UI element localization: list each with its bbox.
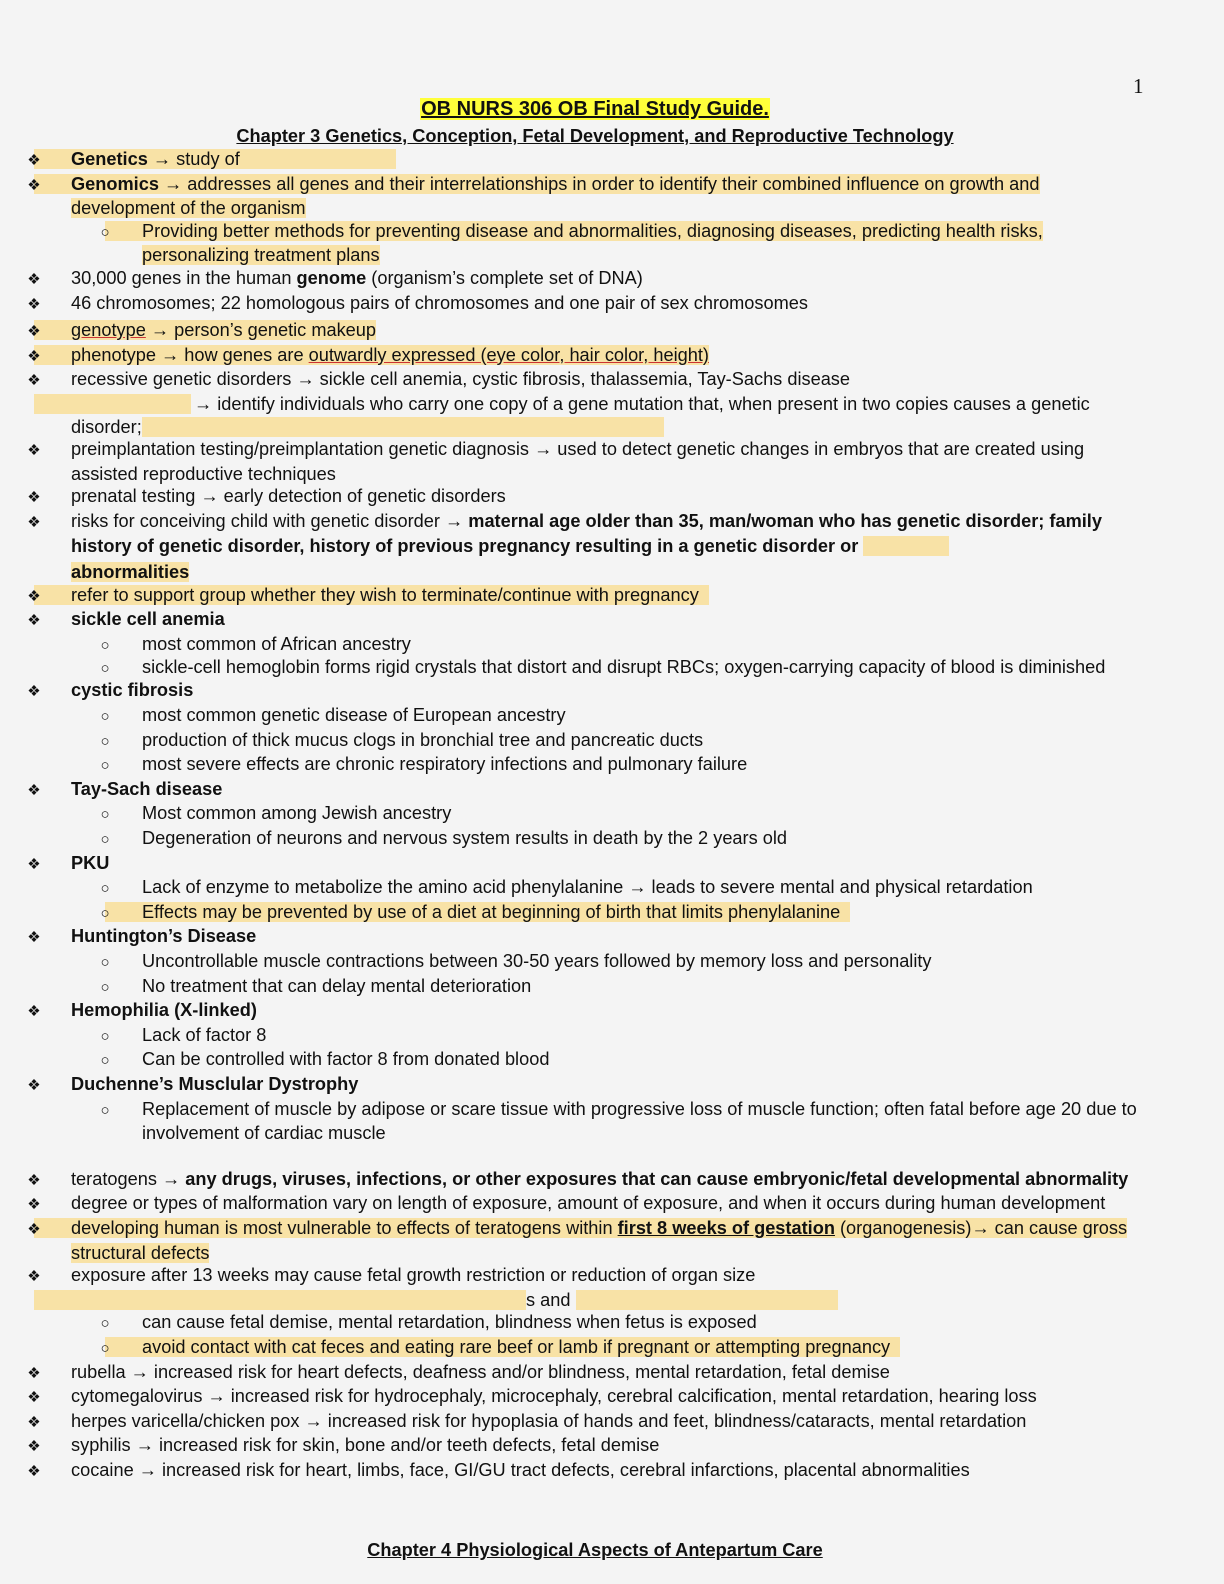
chapter-3-heading: Chapter 3 Genetics, Conception, Fetal Development, and Reproductive Technology: [236, 126, 954, 146]
list-item: ❖ herpes varicella/chicken pox → increased risk for hypoplasia of hands and feet, blindness/cataracts, mental retardation: [34, 1410, 1144, 1435]
redaction-block: [142, 417, 664, 437]
list-item: ❖ Tay-Sach disease: [34, 778, 1144, 803]
sub-list-item: ○ No treatment that can delay mental deterioration: [34, 975, 1144, 1000]
list-item: ❖ Duchenne’s Musclular Dystrophy: [34, 1073, 1144, 1098]
list-item: ❖ Huntington’s Disease: [34, 925, 1144, 950]
bullet-icon: ❖: [27, 323, 41, 341]
list-item: ❖ phenotype → how genes are outwardly expressed (eye color, hair color, height): [34, 344, 1144, 369]
list-item: ❖ teratogens → any drugs, viruses, infections, or other exposures that can cause embryonic/fetal developmental abnormality: [34, 1168, 1144, 1193]
sub-list-item: ○ Providing better methods for preventing disease and abnormalities, diagnosing diseases, predicting health risks, personalizing treatment plans: [100, 220, 1043, 266]
bullet-icon: ❖: [27, 1003, 41, 1021]
sub-list-item: ○ production of thick mucus clogs in bronchial tree and pancreatic ducts: [34, 729, 1144, 754]
redaction-block: [34, 1290, 526, 1310]
list-item: ❖ degree or types of malformation vary on length of exposure, amount of exposure, and when it occurs during human development: [34, 1192, 1144, 1217]
sub-list-item: ○ Can be controlled with factor 8 from donated blood: [34, 1048, 1144, 1073]
bullet-icon: ❖: [27, 1389, 41, 1407]
bullet-icon: ❖: [27, 587, 41, 605]
sub-bullet-icon: ○: [100, 954, 110, 971]
bullet-icon: ❖: [27, 1268, 41, 1286]
list-item: ❖ rubella → increased risk for heart defects, deafness and/or blindness, mental retardation, fetal demise: [34, 1361, 1144, 1386]
list-item: ❖ genotype → person’s genetic makeup: [34, 319, 1144, 344]
sub-bullet-icon: ○: [100, 831, 110, 849]
bullet-icon: ❖: [27, 1462, 41, 1480]
list-item: ❖ cytomegalovirus → increased risk for hydrocephaly, microcephaly, cerebral calcification, mental retardation, hearing loss: [34, 1385, 1144, 1410]
sub-list-item: ○ Degeneration of neurons and nervous system results in death by the 2 years old: [34, 827, 1144, 852]
list-item: ❖ Hemophilia (X-linked): [34, 999, 1144, 1024]
list-item: ❖ refer to support group whether they wish to terminate/continue with pregnancy: [34, 584, 1144, 609]
bullet-icon: ❖: [27, 270, 41, 288]
list-item: ❖ developing human is most vulnerable to effects of teratogens within first 8 weeks of gestation (organogenesis)→ can cause gross structural defects: [27, 1217, 1128, 1263]
list-item: ❖ risks for conceiving child with genetic disorder → maternal age older than 35, man/woman who has genetic disorder; family history of genetic disorder, history of previous pregnancy resulting in a genetic disorder or: [27, 510, 1102, 556]
bullet-icon: ❖: [27, 1076, 41, 1094]
bullet-icon: ❖: [27, 929, 41, 947]
sub-list-item: ○ sickle-cell hemoglobin forms rigid crystals that distort and disrupt RBCs; oxygen-carrying capacity of blood is diminished: [100, 657, 1106, 678]
sub-bullet-icon: ○: [100, 1339, 110, 1357]
list-item: ❖ Genetics → study of: [34, 148, 1144, 173]
sub-list-item: ○ can cause fetal demise, mental retardation, blindness when fetus is exposed: [34, 1311, 1144, 1336]
list-item: ❖ sickle cell anemia: [34, 608, 1144, 633]
bullet-icon: ❖: [27, 683, 41, 701]
bullet-icon: ❖: [27, 295, 41, 313]
sub-bullet-icon: ○: [100, 660, 110, 678]
sub-bullet-icon: ○: [100, 223, 110, 241]
chapter-4-heading: Chapter 4 Physiological Aspects of Antepartum Care: [367, 1540, 823, 1560]
document-title: OB NURS 306 OB Final Study Guide.: [421, 98, 769, 120]
sub-list-item: ○ avoid contact with cat feces and eating rare beef or lamb if pregnant or attempting pregnancy: [34, 1336, 1144, 1361]
sub-bullet-icon: ○: [100, 806, 110, 824]
bullet-icon: ❖: [27, 1364, 41, 1382]
bullet-icon: ❖: [27, 442, 41, 460]
sub-bullet-icon: ○: [100, 1027, 110, 1045]
sub-list-item: ○ Lack of factor 8: [34, 1024, 1144, 1049]
sub-list-item: ○ most common genetic disease of European ancestry: [34, 704, 1144, 729]
sub-list-item: ○ most severe effects are chronic respiratory infections and pulmonary failure: [34, 753, 1144, 778]
bullet-icon: ❖: [27, 855, 41, 873]
list-item: ❖ prenatal testing → early detection of genetic disorders: [34, 485, 1144, 510]
sub-list-item: ○ Effects may be prevented by use of a diet at beginning of birth that limits phenylalanine: [34, 901, 1144, 926]
sub-list-item: ○ Most common among Jewish ancestry: [34, 802, 1144, 827]
redaction-block: [34, 394, 191, 414]
bullet-icon: ❖: [27, 1220, 41, 1238]
title-wrap: [0, 98, 1190, 121]
sub-list-item: ○ Lack of enzyme to metabolize the amino acid phenylalanine → leads to severe mental and physical retardation: [34, 876, 1144, 901]
bullet-icon: ❖: [27, 612, 41, 630]
list-item: ❖ cocaine → increased risk for heart, limbs, face, GI/GU tract defects, cerebral infarctions, placental abnormalities: [34, 1459, 1144, 1484]
bullet-icon: ❖: [27, 781, 41, 799]
list-item: → identify individuals who carry one copy of a gene mutation that, when present in two copies causes a genetic disorder;: [34, 393, 1144, 438]
bullet-icon: ❖: [27, 347, 41, 365]
list-item: s and: [34, 1289, 1144, 1312]
sub-bullet-icon: ○: [100, 1101, 110, 1119]
list-item: ❖ Genomics → addresses all genes and their interrelationships in order to identify their combined influence on growth and development of the organism: [27, 173, 1040, 219]
sub-list-item: ○ Replacement of muscle by adipose or scare tissue with progressive loss of muscle function; often fatal before age 20 due to involvement of cardiac muscle: [100, 1098, 1137, 1144]
sub-bullet-icon: ○: [100, 880, 110, 898]
list-item: ❖ PKU: [34, 852, 1144, 877]
sub-bullet-icon: ○: [100, 978, 110, 996]
sub-bullet-icon: ○: [100, 904, 110, 922]
sub-bullet-icon: ○: [100, 1315, 110, 1333]
bullet-icon: ❖: [27, 489, 41, 507]
sub-bullet-icon: ○: [100, 1052, 110, 1070]
list-item: ❖ recessive genetic disorders → sickle cell anemia, cystic fibrosis, thalassemia, Tay-Sachs disease: [34, 368, 1144, 393]
bullet-icon: ❖: [27, 152, 41, 169]
sub-list-item: ○ Uncontrollable muscle contractions between 30-50 years followed by memory loss and personality: [34, 950, 1144, 975]
sub-bullet-icon: ○: [100, 636, 110, 654]
bullet-icon: ❖: [27, 1438, 41, 1456]
redaction-block: [576, 1290, 838, 1310]
bullet-icon: ❖: [27, 1171, 41, 1189]
list-item: ❖ 46 chromosomes; 22 homologous pairs of chromosomes and one pair of sex chromosomes: [34, 292, 1144, 317]
bullet-icon: ❖: [27, 176, 41, 194]
list-item: ❖ cystic fibrosis: [34, 679, 1144, 704]
sub-bullet-icon: ○: [100, 732, 110, 750]
list-item: ❖ syphilis → increased risk for skin, bone and/or teeth defects, fetal demise: [34, 1434, 1144, 1459]
study-guide-content: [27, 148, 1144, 1483]
list-item-continuation: abnormalities: [71, 562, 190, 583]
sub-bullet-icon: ○: [100, 708, 110, 726]
list-item: ❖ exposure after 13 weeks may cause fetal growth restriction or reduction of organ size: [34, 1264, 1144, 1289]
list-item: ❖ 30,000 genes in the human genome (organism’s complete set of DNA): [34, 267, 1144, 292]
bullet-icon: ❖: [27, 513, 41, 531]
bullet-icon: ❖: [27, 1413, 41, 1431]
sub-bullet-icon: ○: [100, 757, 110, 775]
list-item: ❖ preimplantation testing/preimplantation genetic diagnosis → used to detect genetic changes in embryos that are created using assisted reproductive techniques: [27, 439, 1085, 484]
bullet-icon: ❖: [27, 372, 41, 390]
bullet-icon: ❖: [27, 1196, 41, 1214]
redaction-block: [863, 536, 949, 556]
sub-list-item: ○ most common of African ancestry: [34, 633, 1144, 658]
page-number: 1: [1133, 74, 1144, 98]
